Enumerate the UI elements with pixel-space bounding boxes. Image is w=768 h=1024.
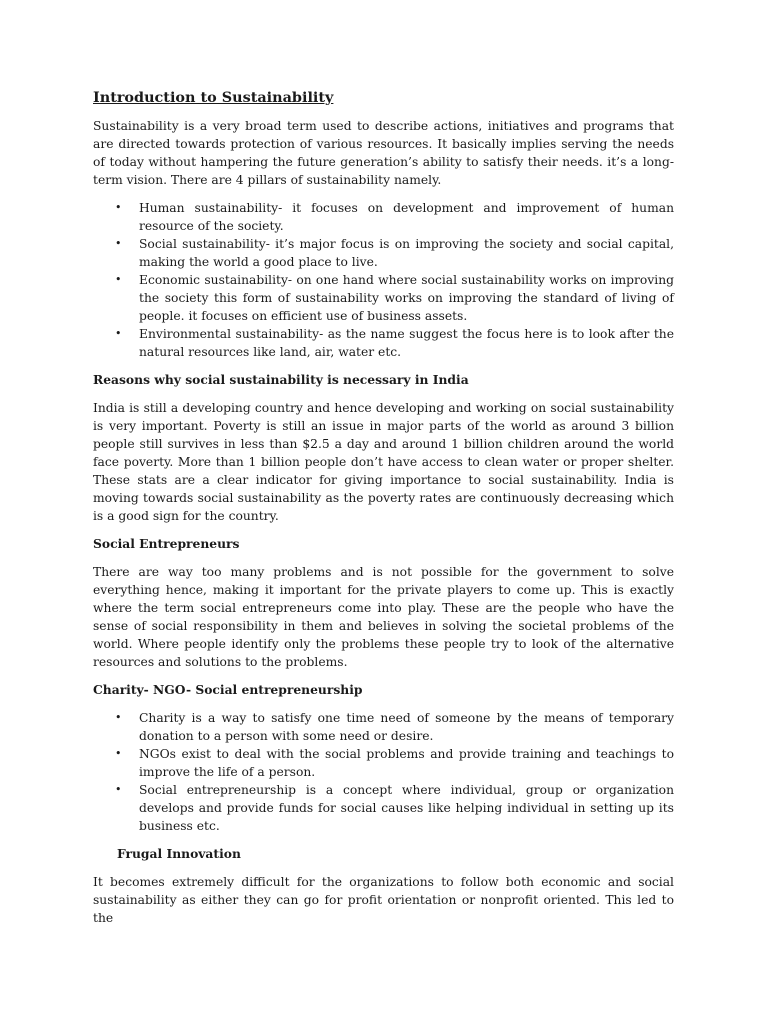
list-item	[93, 781, 674, 835]
section-heading-india: Reasons why social sustainability is necessary in India	[93, 372, 469, 387]
list-item	[93, 745, 674, 781]
document-title: Introduction to Sustainability	[93, 89, 334, 106]
list-item-text: NGOs exist to deal with the social problems and provide training and teachings to improve the life of a person.	[139, 747, 674, 779]
pillars-list	[93, 199, 674, 361]
bullet-icon: •	[115, 237, 122, 250]
bullet-icon: •	[115, 783, 122, 796]
list-item-text: Social sustainability- it’s major focus is on improving the society and social capital, making the world a good place to live.	[139, 237, 674, 269]
section-body-frugal: It becomes extremely difficult for the organizations to follow both economic and social sustainability as either they can go for profit orientation or nonprofit oriented. This led to the	[93, 875, 674, 925]
list-item-text: Environmental sustainability- as the name suggest the focus here is to look after the natural resources like land, air, water etc.	[139, 327, 674, 359]
list-item	[93, 709, 674, 745]
list-item-text: Human sustainability- it focuses on development and improvement of human resource of the society.	[139, 201, 674, 233]
section-heading-charity: Charity- NGO- Social entrepreneurship	[93, 682, 363, 697]
list-item	[93, 271, 674, 325]
section-heading-frugal: Frugal Innovation	[117, 846, 241, 861]
section-body-entrepreneurs: There are way too many problems and is not possible for the government to solve everything hence, making it important for the private players to come up. This is exactly where the term social entrepreneurs come into play. These are the people who have the sense of social responsibility in them and believes in solving the societal problems of the world. Where people identify only the problems these people try to look of the alternative resources and solutions to the problems.	[93, 565, 674, 669]
list-item	[93, 235, 674, 271]
intro-paragraph: Sustainability is a very broad term used to describe actions, initiatives and programs that are directed towards protection of various resources. It basically implies serving the needs of today without hampering the future generation’s ability to satisfy their needs. it’s a long-term vision. There are 4 pillars of sustainability namely.	[93, 119, 674, 187]
list-item-text: Charity is a way to satisfy one time need of someone by the means of temporary donation to a person with some need or desire.	[139, 711, 674, 743]
section-body-india: India is still a developing country and hence developing and working on social sustainability is very important. Poverty is still an issue in major parts of the world as around 3 billion people still survives in less than $2.5 a day and around 1 billion children around the world face poverty. More than 1 billion people don’t have access to clean water or proper shelter. These stats are a clear indicator for giving importance to social sustainability. India is moving towards social sustainability as the poverty rates are continuously decreasing which is a good sign for the country.	[93, 401, 674, 523]
section-heading-entrepreneurs: Social Entrepreneurs	[93, 536, 240, 551]
document-page	[93, 88, 674, 937]
list-item-text: Economic sustainability- on one hand where social sustainability works on improving the society this form of sustainability works on improving the standard of living of people. it focuses on efficient use of business assets.	[139, 273, 674, 323]
bullet-icon: •	[115, 711, 122, 724]
list-item	[93, 199, 674, 235]
bullet-icon: •	[115, 201, 122, 214]
bullet-icon: •	[115, 273, 122, 286]
charity-list	[93, 709, 674, 835]
list-item	[93, 325, 674, 361]
bullet-icon: •	[115, 327, 122, 340]
list-item-text: Social entrepreneurship is a concept where individual, group or organization develops and provide funds for social causes like helping individual in setting up its business etc.	[139, 783, 674, 833]
bullet-icon: •	[115, 747, 122, 760]
